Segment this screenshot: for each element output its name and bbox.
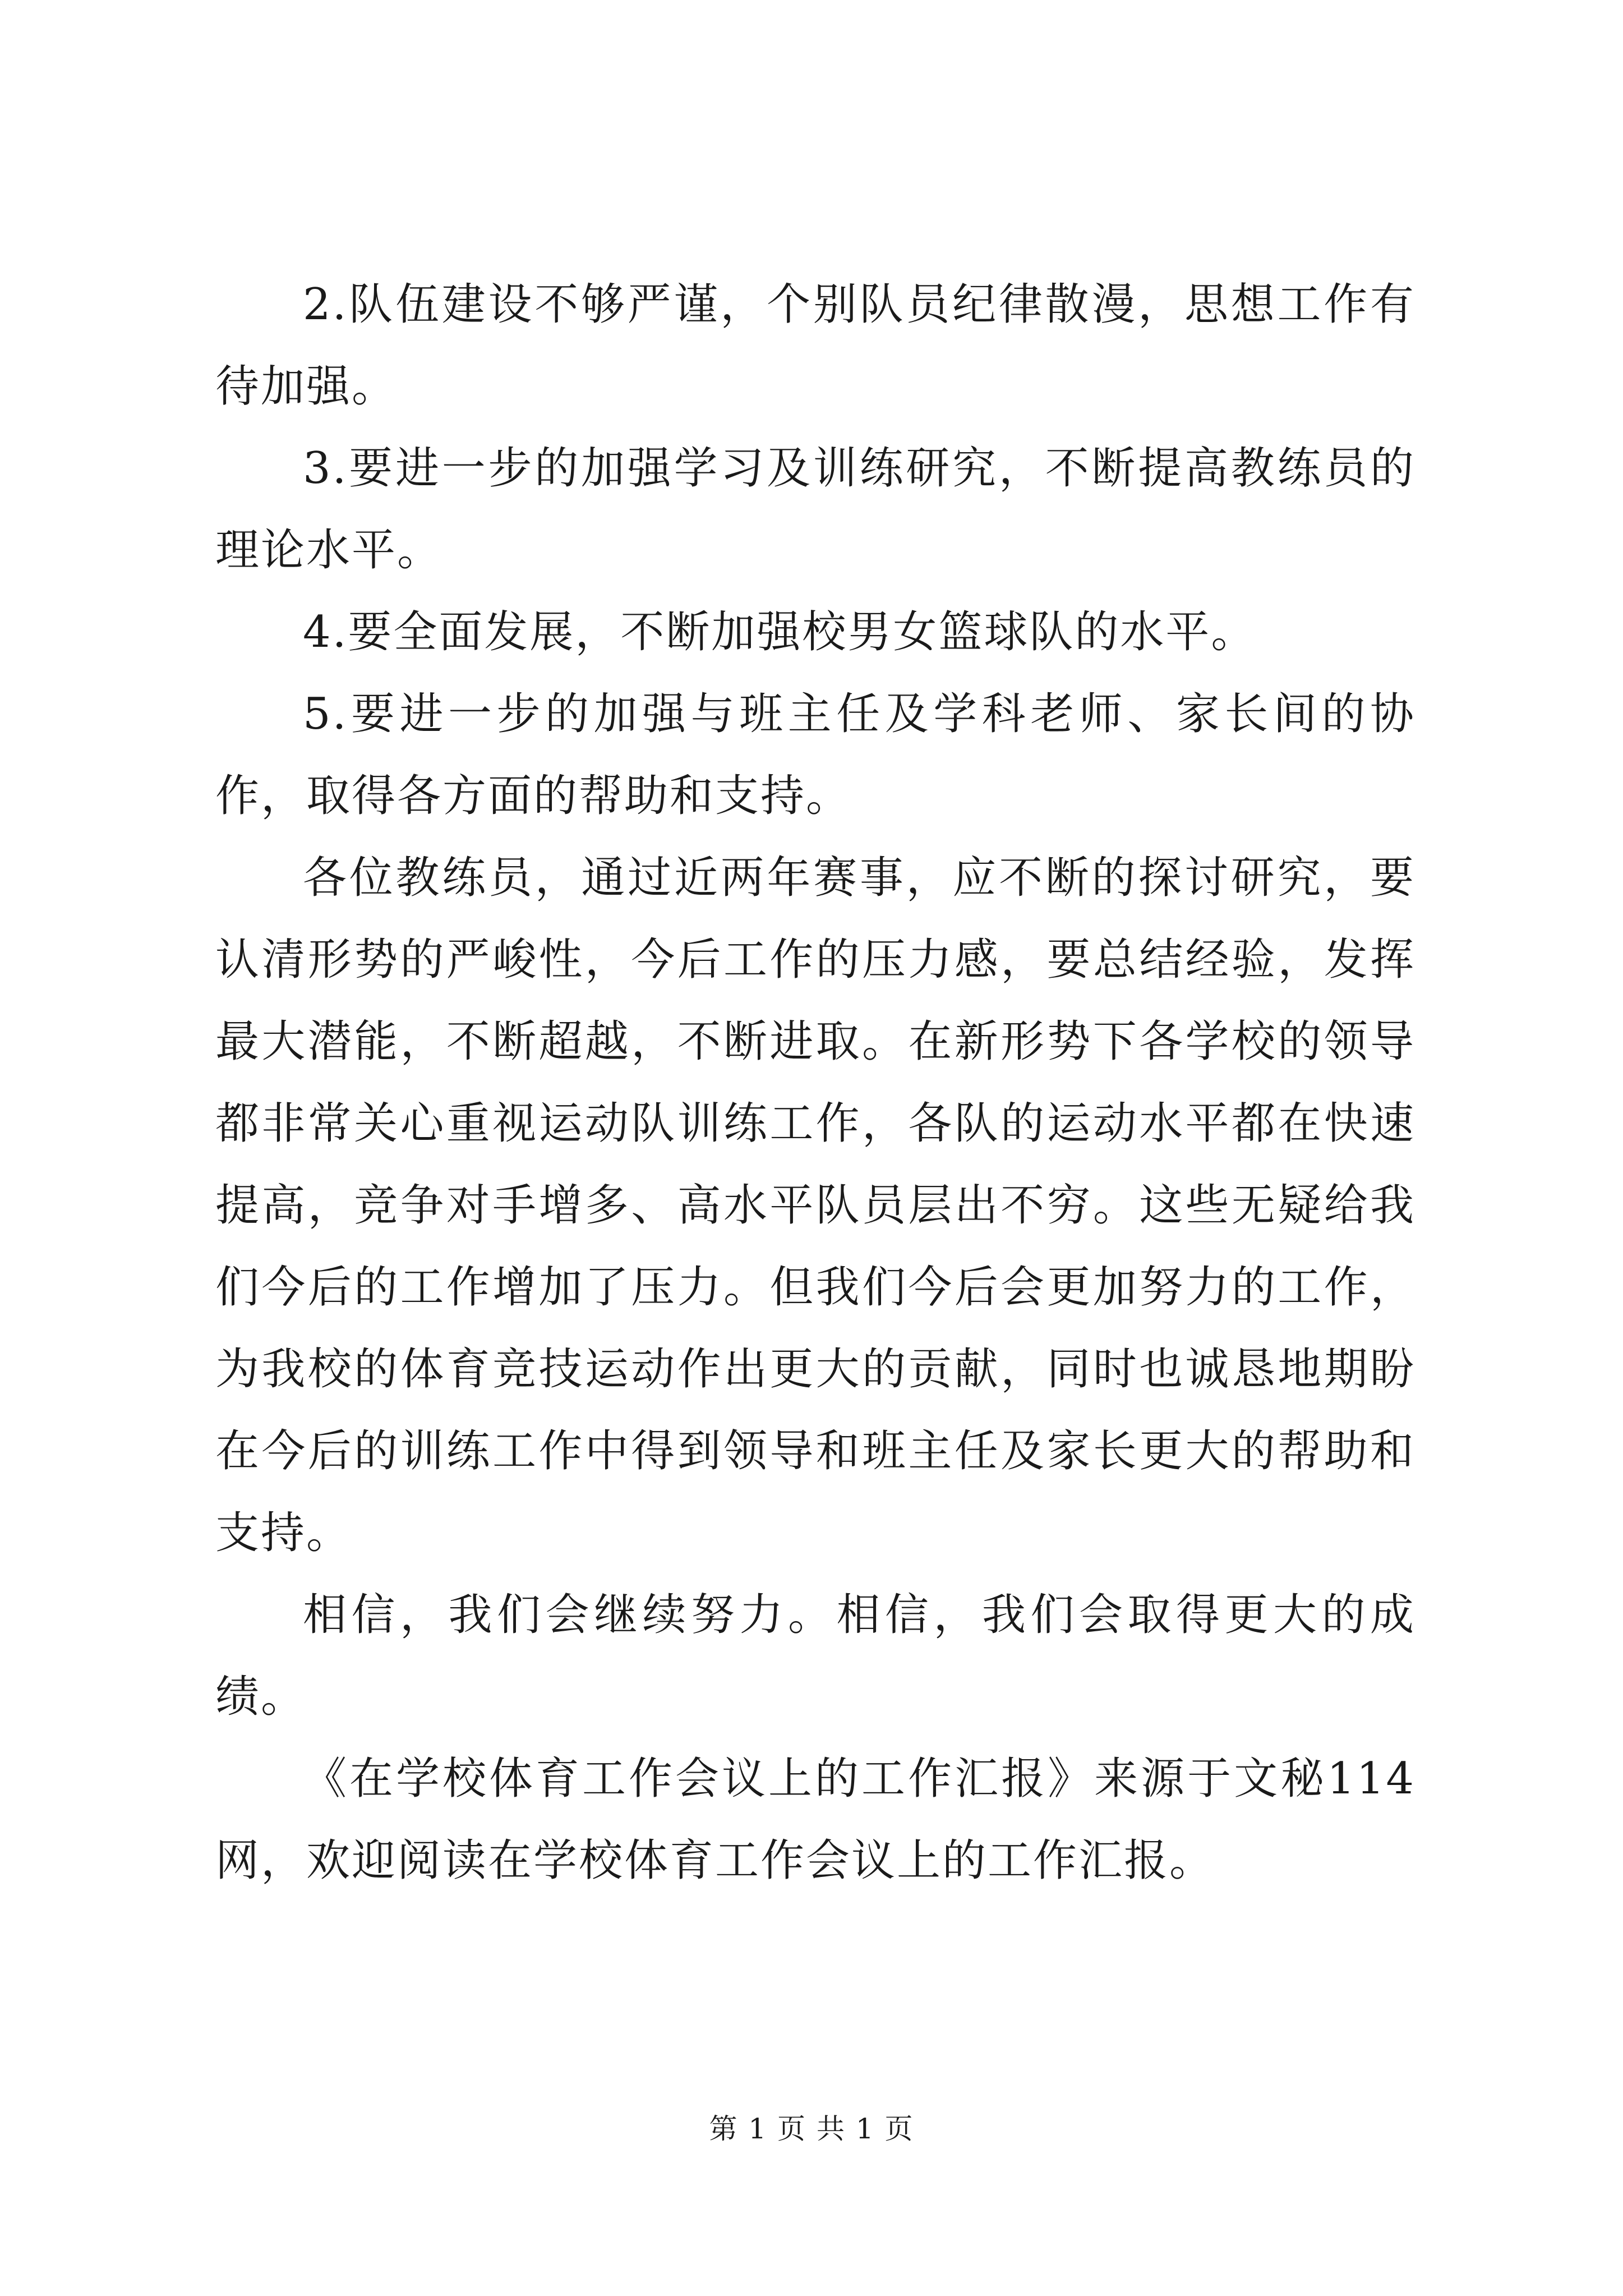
paragraph-source-note: 《在学校体育工作会议上的工作汇报》来源于文秘114网，欢迎阅读在学校体育工作会议上的工作汇报。 [215, 1754, 1415, 1886]
page-footer: 第 1 页 共 1 页 [709, 2113, 914, 2145]
paragraph-item-3: 3.要进一步的加强学习及训练研究，不断提高教练员的理论水平。 [215, 443, 1415, 576]
paragraph-item-5: 5.要进一步的加强与班主任及学科老师、家长间的协作，取得各方面的帮助和支持。 [215, 689, 1415, 821]
paragraph-item-4: 4.要全面发展，不断加强校男女篮球队的水平。 [303, 607, 1257, 657]
paragraph-confidence: 相信，我们会继续努力。相信，我们会取得更大的成绩。 [215, 1590, 1415, 1722]
paragraph-item-2: 2.队伍建设不够严谨，个别队员纪律散漫，思想工作有待加强。 [215, 279, 1415, 412]
paragraph-coaches: 各位教练员，通过近两年赛事，应不断的探讨研究，要认清形势的严峻性，今后工作的压力感，要总结经验，发挥最大潜能，不断超越，不断进取。在新形势下各学校的领导都非常关心重视运动队训练工作，各队的运动水平都在快速提高，竞争对手增多、高水平队员层出不穷。这些无疑给我们今后的工作增加了压力。但我们今后会更加努力的工作，为我校的体育竞技运动作出更大的贡献，同时也诚恳地期盼在今后的训练工作中得到领导和班主任及家长更大的帮助和支持。 [215, 853, 1415, 1558]
document-body [215, 264, 1415, 1902]
